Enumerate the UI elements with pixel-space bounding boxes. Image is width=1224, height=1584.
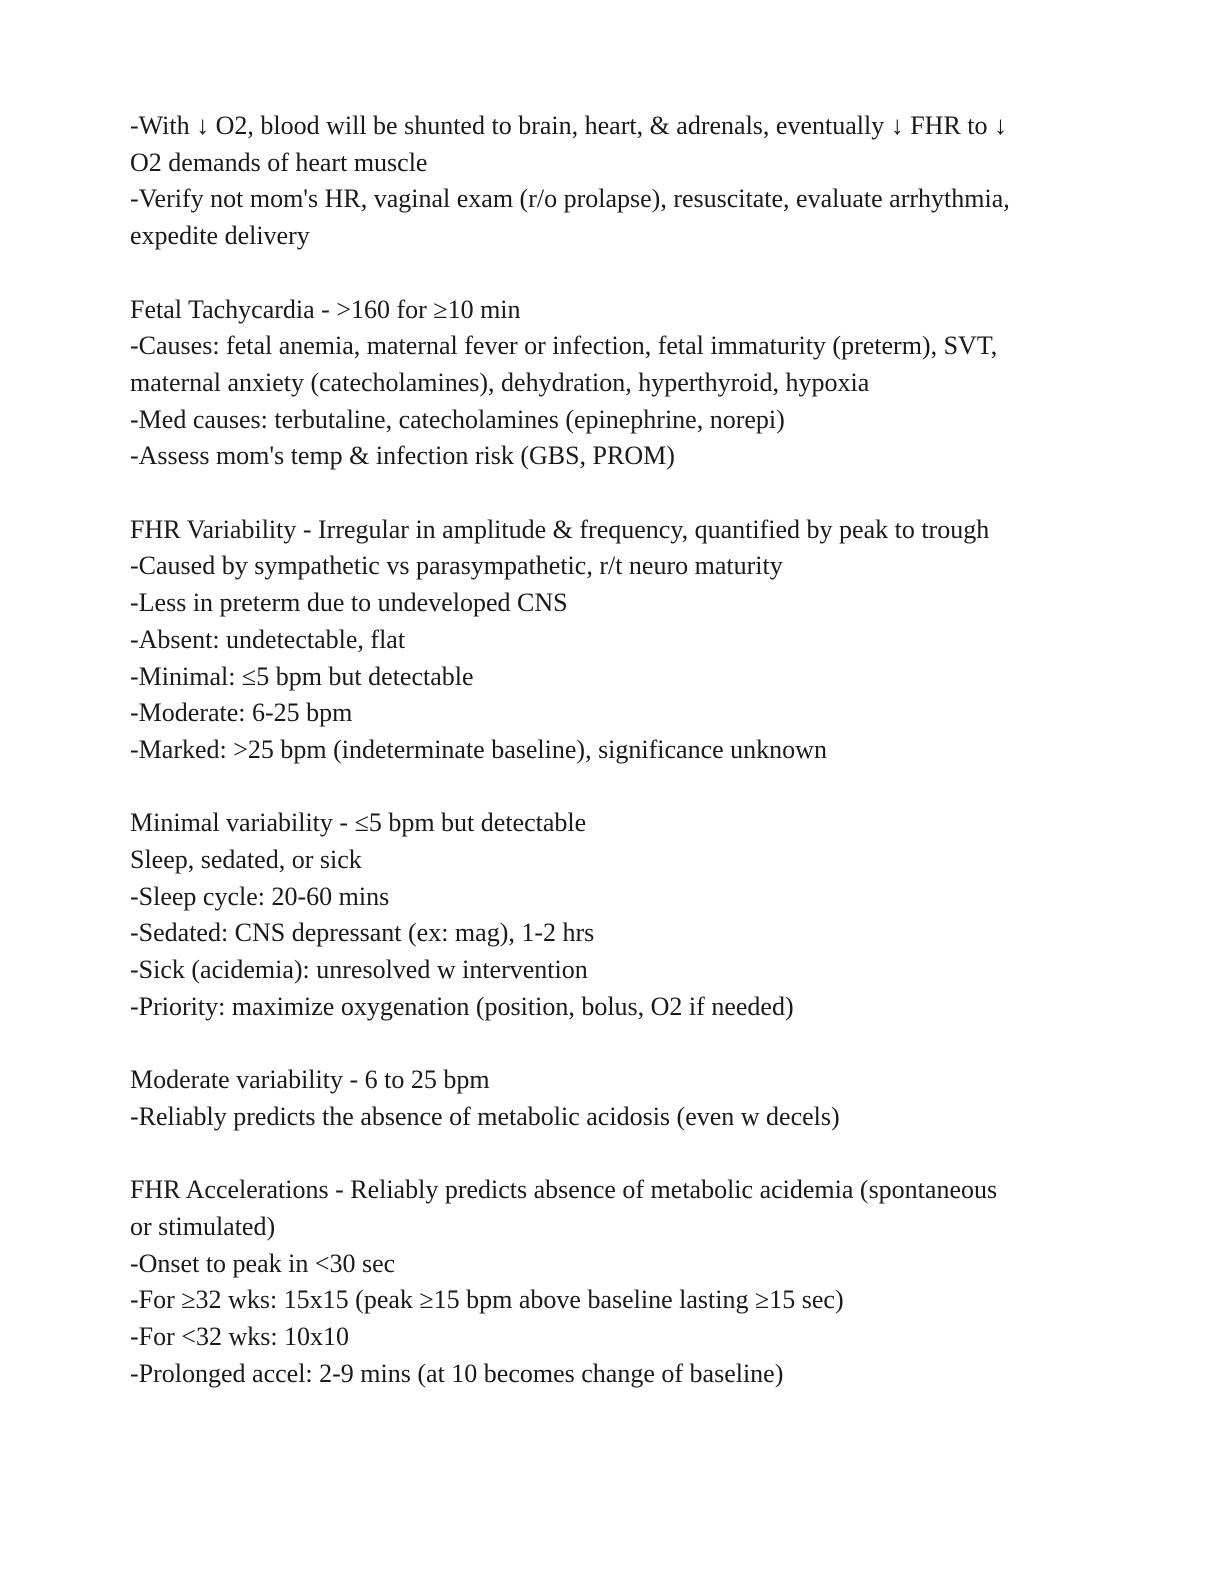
text-line: -Sedated: CNS depressant (ex: mag), 1-2 hrs [130,918,595,948]
text-line: -For ≥32 wks: 15x15 (peak ≥15 bpm above baseline lasting ≥15 sec) [130,1285,844,1315]
text-line: -Sleep cycle: 20-60 mins [130,881,390,911]
section-heading-line: Moderate variability - 6 to 25 bpm [130,1065,490,1095]
text-line: -Less in preterm due to undeveloped CNS [130,588,568,618]
paragraph-fhr-accelerations [130,1172,1090,1392]
text-line: -Assess mom's temp & infection risk (GBS, PROM) [130,441,675,471]
text-line: -Med causes: terbutaline, catecholamines (epinephrine, norepi) [130,404,785,434]
text-line: -Reliably predicts the absence of metabolic acidosis (even w decels) [130,1101,840,1131]
text-line: -Verify not mom's HR, vaginal exam (r/o prolapse), resuscitate, evaluate arrhythmia, [130,184,1010,214]
text-line: expedite delivery [130,221,310,251]
paragraph-fhr-decrease [130,108,1090,255]
text-line: maternal anxiety (catecholamines), dehydration, hyperthyroid, hypoxia [130,367,870,397]
text-line: -With ↓ O2, blood will be shunted to brain, heart, & adrenals, eventually ↓ FHR to ↓ [130,111,1008,140]
text-line: -Causes: fetal anemia, maternal fever or infection, fetal immaturity (preterm), SVT, [130,331,998,361]
document-page [130,108,1090,1429]
text-line: Sleep, sedated, or sick [130,845,362,875]
text-line: -Marked: >25 bpm (indeterminate baseline), significance unknown [130,734,827,764]
text-line: -Prolonged accel: 2-9 mins (at 10 becomes change of baseline) [130,1358,784,1388]
section-heading-line: FHR Variability - Irregular in amplitude & frequency, quantified by peak to trough [130,514,990,544]
text-line: -Caused by sympathetic vs parasympathetic, r/t neuro maturity [130,551,783,581]
paragraph-minimal-variability [130,805,1090,1025]
section-heading-line: Fetal Tachycardia - >160 for ≥10 min [130,294,521,324]
section-heading-line: Minimal variability - ≤5 bpm but detectable [130,808,587,838]
paragraph-fetal-tachycardia [130,292,1090,476]
text-line: -For <32 wks: 10x10 [130,1322,350,1352]
paragraph-moderate-variability [130,1062,1090,1135]
text-line: -Moderate: 6-25 bpm [130,698,353,728]
text-line: -Sick (acidemia): unresolved w intervention [130,955,588,985]
text-line: -Minimal: ≤5 bpm but detectable [130,661,474,691]
section-heading-line: FHR Accelerations - Reliably predicts absence of metabolic acidemia (spontaneous [130,1175,998,1205]
text-line: -Absent: undetectable, flat [130,624,406,654]
text-line: or stimulated) [130,1212,276,1242]
text-line: -Onset to peak in <30 sec [130,1248,396,1278]
paragraph-fhr-variability [130,512,1090,769]
text-line: O2 demands of heart muscle [130,147,428,177]
text-line: -Priority: maximize oxygenation (position, bolus, O2 if needed) [130,991,794,1021]
